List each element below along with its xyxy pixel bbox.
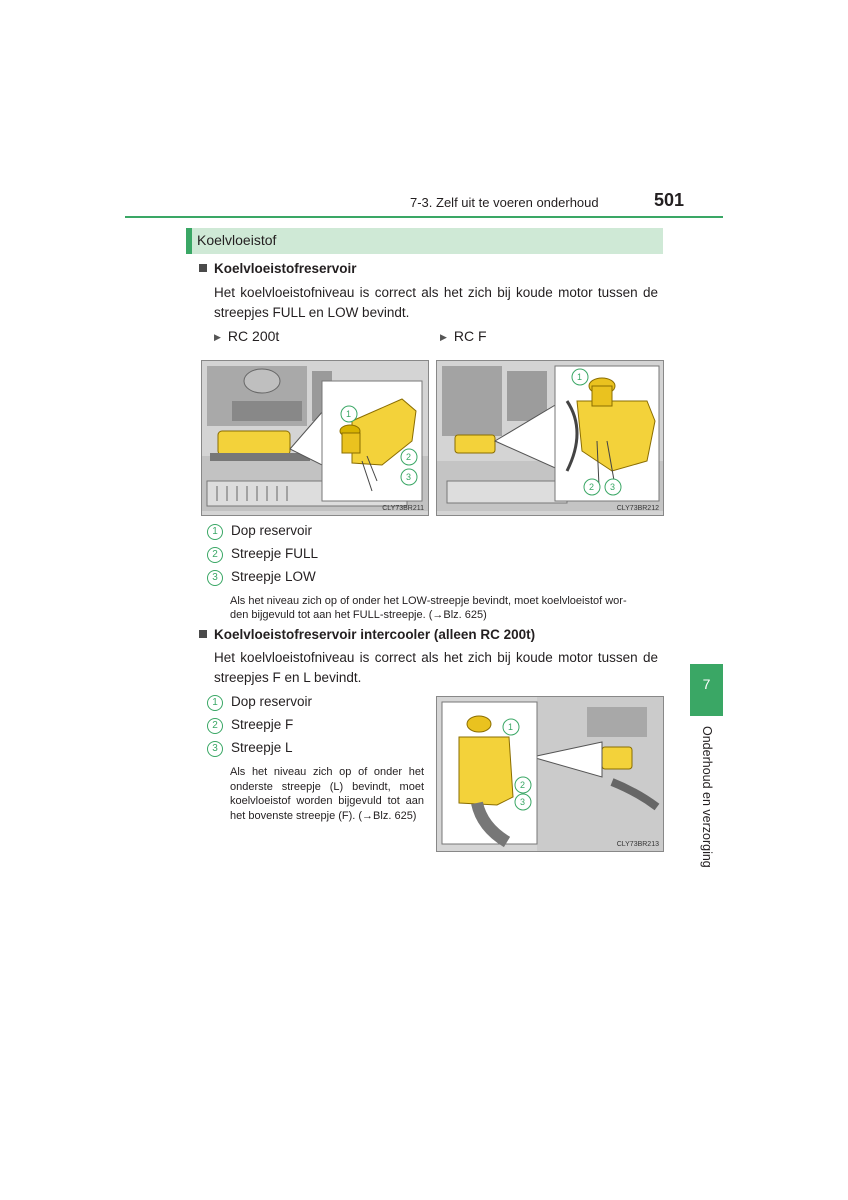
list-item [207, 546, 318, 563]
figure-code: CLY73BR212 [616, 505, 659, 512]
svg-text:3: 3 [610, 482, 616, 492]
subheading-text: Koelvloeistofreservoir intercooler (alleen RC 200t) [214, 627, 536, 642]
subheading-reservoir [199, 261, 357, 276]
chapter-tab-label: Onderhoud en verzorging [700, 726, 714, 868]
figure-code: CLY73BR213 [616, 841, 659, 848]
figure-rc200t [201, 360, 429, 516]
list-item [207, 569, 316, 586]
number-badge: 2 [207, 718, 223, 734]
svg-text:1: 1 [508, 722, 514, 732]
fig-label-text: RC F [453, 328, 487, 344]
header-rule [125, 216, 723, 218]
page-number: 501 [654, 190, 685, 210]
note-text [230, 594, 670, 622]
intercooler-description: Het koelvloeistofniveau is correct als het zich bij koude motor tussen de streepjes F en L bevindt. [214, 650, 658, 685]
engine-bay-illustration [437, 697, 663, 851]
svg-text:2: 2 [406, 452, 412, 462]
figure-rcf [436, 360, 664, 516]
list-item-label: Streepje LOW [231, 569, 316, 584]
svg-text:3: 3 [520, 797, 526, 807]
note-text: Als het niveau zich op of onder het onderste streepje (L) bevindt, moet koelvloeistof worden bijgevuld tot aan het bovenste streepje (F). (→Blz. 625) [230, 766, 424, 822]
svg-text:1: 1 [577, 372, 583, 382]
list-item [207, 740, 293, 757]
list-item-label: Streepje F [231, 717, 294, 732]
number-badge: 1 [207, 695, 223, 711]
number-badge: 3 [207, 741, 223, 757]
triangle-bullet-icon: ▶ [440, 332, 447, 342]
number-badge: 1 [207, 524, 223, 540]
fig-label-rcf [440, 328, 487, 344]
square-bullet-icon [199, 264, 207, 272]
list-item [207, 523, 312, 540]
section-heading [186, 228, 663, 254]
square-bullet-icon [199, 630, 207, 638]
list-item [207, 717, 293, 734]
note-line: Als het niveau zich op of onder het LOW-streepje bevindt, moet koelvloeistof wor- [230, 595, 627, 607]
figure-code: CLY73BR211 [382, 505, 424, 512]
svg-text:2: 2 [589, 482, 595, 492]
engine-bay-illustration [437, 361, 663, 515]
list-item [207, 694, 312, 711]
subheading-intercooler [199, 627, 535, 642]
subheading-text: Koelvloeistofreservoir [214, 261, 357, 276]
section-accent [186, 228, 192, 254]
list-item-label: Dop reservoir [231, 694, 313, 709]
svg-text:2: 2 [520, 780, 526, 790]
svg-text:3: 3 [406, 472, 412, 482]
figure-intercooler [436, 696, 664, 852]
chapter-title: 7-3. Zelf uit te voeren onderhoud [410, 195, 599, 210]
section-title: Koelvloeistof [197, 232, 277, 248]
list-item-label: Dop reservoir [231, 523, 313, 538]
fig-label-text: RC 200t [227, 328, 280, 344]
list-item-label: Streepje L [231, 740, 293, 755]
number-badge: 3 [207, 570, 223, 586]
reservoir-description: Het koelvloeistofniveau is correct als het zich bij koude motor tussen de streepjes FULL en LOW bevindt. [214, 285, 658, 320]
note-line: den bijgevuld tot aan het FULL-streepje. (→Blz. 625) [230, 609, 487, 621]
list-item-label: Streepje FULL [231, 546, 319, 561]
number-badge: 2 [207, 547, 223, 563]
triangle-bullet-icon: ▶ [214, 332, 221, 342]
engine-bay-illustration [202, 361, 428, 515]
svg-text:1: 1 [346, 409, 352, 419]
chapter-tab: 7 [690, 664, 723, 716]
fig-label-rc200t [214, 328, 279, 344]
